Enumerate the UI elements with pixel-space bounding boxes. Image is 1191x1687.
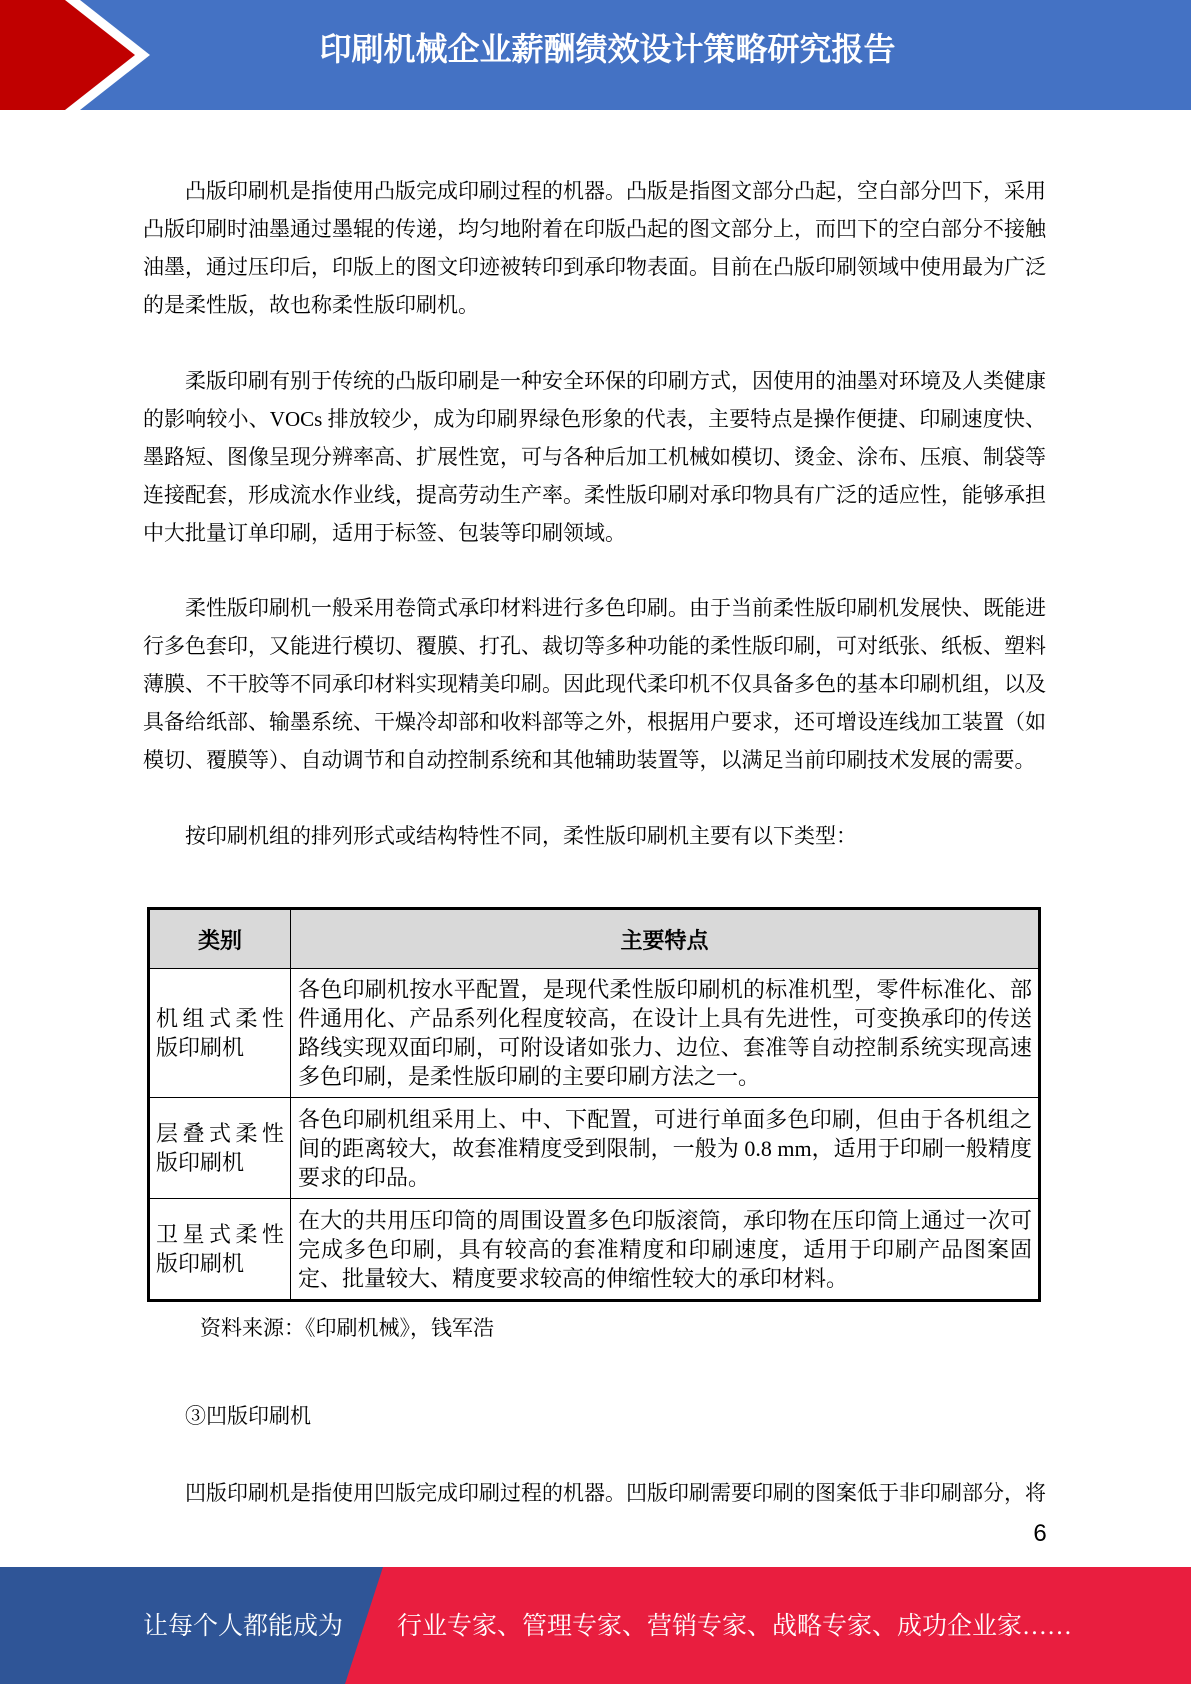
report-title: 印刷机械企业薪酬绩效设计策略研究报告 [319, 31, 896, 67]
table-header-category: 类别 [149, 909, 291, 969]
press-types-table [147, 907, 1041, 1302]
table-header-features: 主要特点 [291, 909, 1040, 969]
table-row [149, 1199, 1040, 1301]
table-cell-features: 在大的共用压印筒的周围设置多色印版滚筒，承印物在压印筒上通过一次可完成多色印刷，具有较高的套准精度和印刷速度，适用于印刷产品图案固定、批量较大、精度要求较高的伸缩性较大的承印材料。 [291, 1199, 1040, 1301]
paragraph-letterpress-intro: 凸版印刷机是指使用凸版完成印刷过程的机器。凸版是指图文部分凸起，空白部分凹下，采用凸版印刷时油墨通过墨辊的传递，均匀地附着在印版凸起的图文部分上，而凹下的空白部分不接触油墨，通过压印后，印版上的图文印迹被转印到承印物表面。目前在凸版印刷领域中使用最为广泛的是柔性版，故也称柔性版印刷机。 [143, 179, 1046, 317]
paragraph-flexo-features: 柔版印刷有别于传统的凸版印刷是一种安全环保的印刷方式，因使用的油墨对环境及人类健康的影响较小、VOCs 排放较少，成为印刷界绿色形象的代表，主要特点是操作便捷、印刷速度快、墨路短、图像呈现分辨率高、扩展性宽，可与各种后加工机械如模切、烫金、涂布、压痕、制袋等连接配套，形成流水作业线，提高劳动生产率。柔性版印刷对承印物具有广泛的适应性，能够承担中大批量订单印刷，适用于标签、包装等印刷领域。 [143, 369, 1046, 545]
table-cell-features: 各色印刷机按水平配置，是现代柔性版印刷机的标准机型，零件标准化、部件通用化、产品系列化程度较高，在设计上具有先进性，可变换承印的传送路线实现双面印刷，可附设诸如张力、边位、套准等自动控制系统实现高速多色印刷，是柔性版印刷的主要印刷方法之一。 [291, 969, 1040, 1098]
table-source-note: 资料来源：《印刷机械》，钱军浩 [200, 1316, 494, 1340]
section-heading-gravure: ③凹版印刷机 [185, 1404, 311, 1428]
paragraph-flexo-machine: 柔性版印刷机一般采用卷筒式承印材料进行多色印刷。由于当前柔性版印刷机发展快、既能进行多色套印，又能进行模切、覆膜、打孔、裁切等多种功能的柔性版印刷，可对纸张、纸板、塑料薄膜、不干胶等不同承印材料实现精美印刷。因此现代柔印机不仅具备多色的基本印刷机组，以及具备给纸部、输墨系统、干燥冷却部和收料部等之外，根据用户要求，还可增设连线加工装置（如模切、覆膜等）、自动调节和自动控制系统和其他辅助装置等，以满足当前印刷技术发展的需要。 [143, 596, 1046, 772]
table-cell-category: 卫星式柔性版印刷机 [149, 1199, 291, 1301]
table-row [149, 1098, 1040, 1199]
page-footer [0, 1567, 1191, 1684]
footer-slogan-left: 让每个人都能成为 [143, 1613, 344, 1640]
paragraph-gravure-intro: 凹版印刷机是指使用凹版完成印刷过程的机器。凹版印刷需要印刷的图案低于非印刷部分，将 [185, 1481, 1046, 1505]
page-header [0, 0, 1191, 110]
table-row [149, 969, 1040, 1098]
table-cell-category: 层叠式柔性版印刷机 [149, 1098, 291, 1199]
page-number: 6 [1033, 1520, 1047, 1547]
paragraph-table-intro: 按印刷机组的排列形式或结构特性不同，柔性版印刷机主要有以下类型： [185, 824, 857, 848]
footer-slogan-right: 行业专家、管理专家、营销专家、战略专家、成功企业家…… [397, 1613, 1073, 1640]
table-cell-category: 机组式柔性版印刷机 [149, 969, 291, 1098]
table-header-row [149, 909, 1040, 969]
table-cell-features: 各色印刷机组采用上、中、下配置，可进行单面多色印刷，但由于各机组之间的距离较大，故套准精度受到限制，一般为 0.8 mm，适用于印刷一般精度要求的印品。 [291, 1098, 1040, 1199]
